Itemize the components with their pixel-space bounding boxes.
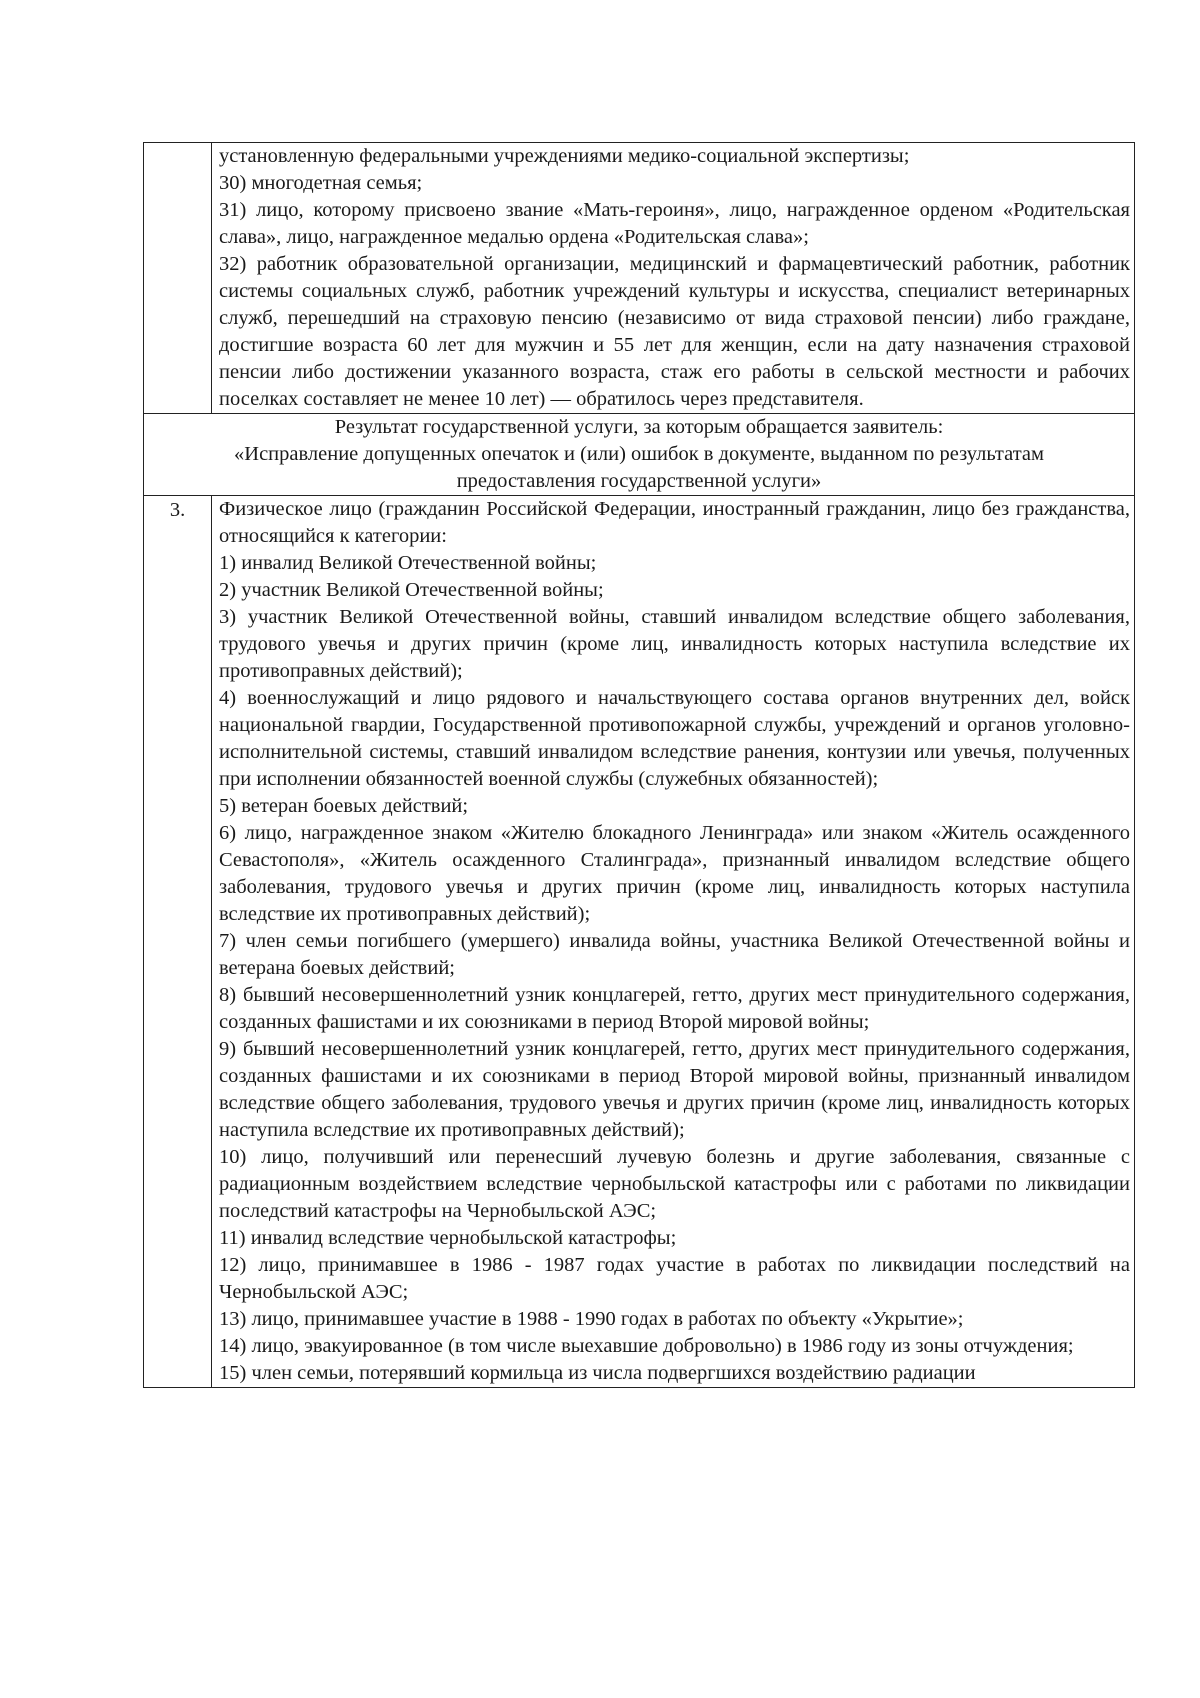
list-item: установленную федеральными учреждениями медико-социальной экспертизы; bbox=[219, 145, 910, 167]
list-item: 8) бывший несовершеннолетний узник концлагерей, гетто, других мест принудительного содержания, созданных фашистами и их союзниками в период Второй мировой войны; bbox=[219, 984, 1130, 1033]
list-item: 15) член семьи, потерявший кормильца из числа подвергшихся воздействию радиации bbox=[219, 1362, 976, 1384]
list-item: 31) лицо, которому присвоено звание «Мать-героиня», лицо, награжденное орденом «Родительская слава», лицо, награжденное медалью ордена «Родительская слава»; bbox=[219, 199, 1130, 248]
list-item: 32) работник образовательной организации, медицинский и фармацевтический работник, работник системы социальных служб, работник учреждений культуры и искусства, специалист ветеринарных служб, перешедший на страховую пенсию (независимо от вида страховой пенсии) либо граждане, достигшие возраста 60 лет для мужчин и 55 лет для женщин, если на дату назначения страховой пенсии либо достижении указанного возраста, стаж его работы в сельской местности и рабочих поселках составляет не менее 10 лет) — обратилось через представителя. bbox=[219, 253, 1130, 410]
list-item: 4) военнослужащий и лицо рядового и начальствующего состава органов внутренних дел, войск национальной гвардии, Государственной противопожарной службы, учреждений и органов уголовно-исполнительной системы, ставший инвалидом вследствие ранения, контузии или увечья, полученных при исполнении обязанностей военной службы (служебных обязанностей); bbox=[219, 687, 1130, 790]
table-row bbox=[144, 143, 1135, 414]
list-item: 11) инвалид вследствие чернобыльской катастрофы; bbox=[219, 1227, 677, 1249]
list-item: 7) член семьи погибшего (умершего) инвалида войны, участника Великой Отечественной войны и ветерана боевых действий; bbox=[219, 930, 1130, 979]
row-intro: Физическое лицо (гражданин Российской Федерации, иностранный гражданин, лицо без гражданства, относящийся к категории: bbox=[219, 498, 1130, 547]
row-content-cell bbox=[212, 496, 1135, 1388]
services-table bbox=[143, 142, 1135, 1388]
result-header-line-3: предоставления государственной услуги» bbox=[456, 470, 822, 492]
result-header-line-2: «Исправление допущенных опечаток и (или) ошибок в документе, выданном по результатам bbox=[234, 443, 1044, 465]
list-item: 1) инвалид Великой Отечественной войны; bbox=[219, 552, 597, 574]
list-item: 30) многодетная семья; bbox=[219, 172, 423, 194]
list-item: 14) лицо, эвакуированное (в том числе выехавшие добровольно) в 1986 году из зоны отчуждения; bbox=[219, 1335, 1074, 1357]
list-item: 9) бывший несовершеннолетний узник концлагерей, гетто, других мест принудительного содержания, созданных фашистами и их союзниками в период Второй мировой войны, признанный инвалидом вследствие общего заболевания, трудового увечья и других причин (кроме лиц, инвалидность которых наступила вследствие их противоправных действий); bbox=[219, 1038, 1130, 1141]
list-item: 5) ветеран боевых действий; bbox=[219, 795, 469, 817]
list-item: 13) лицо, принимавшее участие в 1988 - 1990 годах в работах по объекту «Укрытие»; bbox=[219, 1308, 964, 1330]
result-header-cell bbox=[144, 414, 1135, 496]
list-item: 10) лицо, получивший или перенесший лучевую болезнь и другие заболевания, связанные с радиационным воздействием вследствие чернобыльской катастрофы или с работами по ликвидации последствий катастрофы на Чернобыльской АЭС; bbox=[219, 1146, 1130, 1222]
list-item: 3) участник Великой Отечественной войны, ставший инвалидом вследствие общего заболевания, трудового увечья и других причин (кроме лиц, инвалидность которых наступила вследствие их противоправных действий); bbox=[219, 606, 1130, 682]
result-header-row bbox=[144, 414, 1135, 496]
row-number-cell bbox=[144, 143, 212, 414]
row-content-cell bbox=[212, 143, 1135, 414]
row-number-cell: 3. bbox=[144, 496, 212, 1388]
list-item: 2) участник Великой Отечественной войны; bbox=[219, 579, 604, 601]
list-item: 6) лицо, награжденное знаком «Жителю блокадного Ленинграда» или знаком «Житель осажденного Севастополя», «Житель осажденного Сталинграда», признанный инвалидом вследствие общего заболевания, трудового увечья и других причин (кроме лиц, инвалидность которых наступила вследствие их противоправных действий); bbox=[219, 822, 1130, 925]
result-header-line-1: Результат государственной услуги, за которым обращается заявитель: bbox=[334, 416, 944, 438]
list-item: 12) лицо, принимавшее в 1986 - 1987 годах участие в работах по ликвидации последствий на Чернобыльской АЭС; bbox=[219, 1254, 1130, 1303]
table-row bbox=[144, 496, 1135, 1388]
